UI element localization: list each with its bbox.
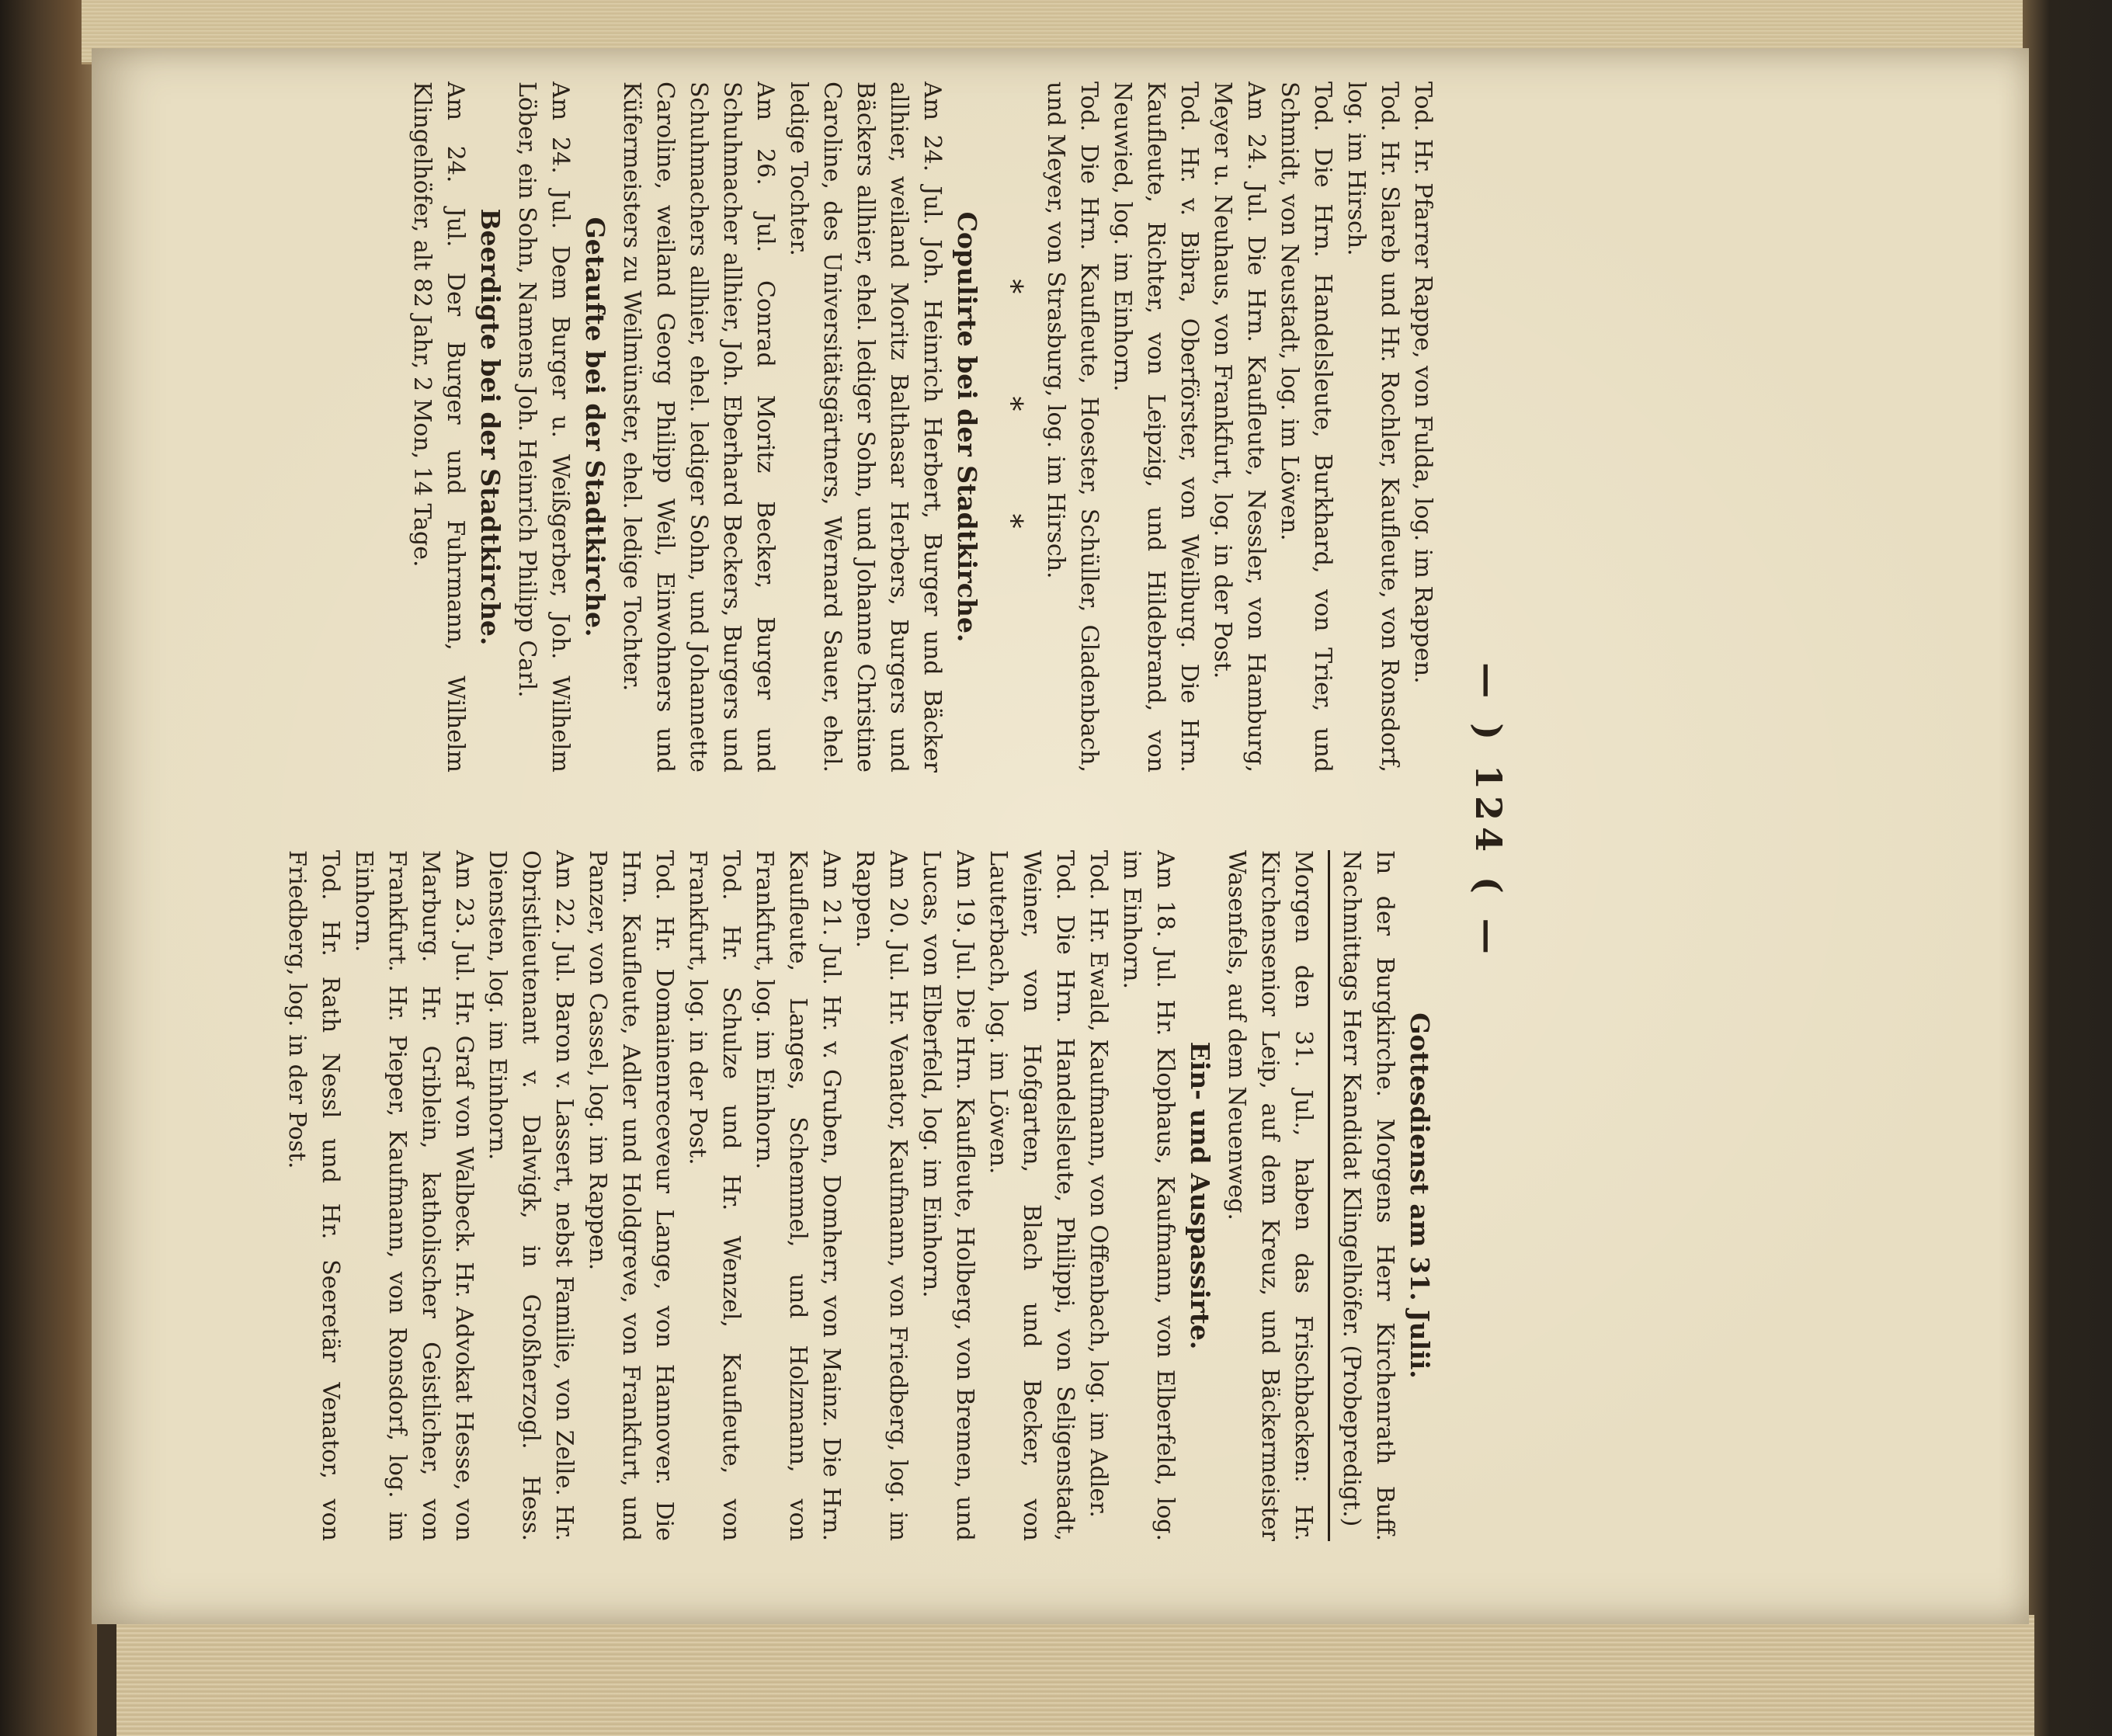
paragraph: Tod. Hr. v. Bibra, Oberförster, von Weilburg. Die Hrn. Kaufleute, Richter, von Leipzig, und Hildebrand, von Neuwied, log. im Einhorn. [1108, 82, 1203, 773]
paragraph: Am 19. Jul. Die Hrn. Kaufleute, Holberg, von Bremen, und Lucas, von Elberfeld, log. im Einhorn. [917, 850, 978, 1541]
paragraph: Tod. Hr. Rath Nessl und Hr. Seeretär Venator, von Friedberg, log. in der Post. [283, 850, 344, 1541]
paragraph: Am 18. Jul. Hr. Klophaus, Kaufmann, von Elberfeld, log. im Einhorn. [1117, 850, 1179, 1541]
paragraph: Tod. Die Hrn. Handelsleute, Burkhard, von Trier, und Schmidt, von Neustadt, log. im Löwen. [1275, 82, 1336, 773]
section-heading: Ein- und Auspassirte. [1184, 1041, 1215, 1350]
paragraph: Morgen den 31. Jul., haben das Frischbacken: Hr. Kirchensenior Leip, auf dem Kreuz, und Bäckermeister Wasenfels, auf dem Neuenweg. [1222, 850, 1317, 1541]
paragraph: Am 24. Jul. Dem Burger u. Weißgerber, Joh. Wilhelm Löber, ein Sohn, Namens Joh. Heinrich Philipp Carl. [512, 82, 574, 773]
book-cover-edge [2023, 0, 2112, 1736]
left-column [408, 82, 1440, 773]
section-heading: Copulirte bei der Stadtkirche. [951, 211, 982, 643]
paragraph: Tod. Hr. Ewald, Kaufmann, von Offenbach, log. im Adler. [1084, 850, 1112, 1518]
paragraph: Am 26. Jul. Conrad Moritz Becker, Burger und Schuhmacher allhier, Joh. Eberhard Beckers, Burgers und Schuhmachers allhier, ehel. lediger Sohn, und Johannette Caroline, weiland Georg Philipp Weil, Einwohners und Küfermeisters zu Weilmünster, ehel. ledige Tochter. [617, 82, 779, 773]
paragraph: Tod. Die Hrn. Handelsleute, Philippi, von Seligenstadt, Weiner, von Hofgarten, Blach und Becker, von Lauterbach, log. im Löwen. [984, 850, 1079, 1541]
paragraph: Tod. Hr. Slareb und Hr. Rochler, Kaufleute, von Ronsdorf, log. im Hirsch. [1342, 82, 1403, 773]
right-column [283, 850, 1440, 1541]
paragraph: Am 20. Jul. Hr. Venator, Kaufmann, von Friedberg, log. im Rappen. [850, 850, 912, 1541]
book-spine [0, 0, 97, 1736]
paragraph: Am 23. Jul. Hr. Graf von Walbeck. Hr. Advokat Hesse, von Marburg. Hr. Griblein, katholischer Geistlicher, von Frankfurt. Hr. Pieper, Kaufmann, von Ronsdorf, log. im Einhorn. [349, 850, 478, 1541]
section-heading: Beerdigte bei der Stadtkirche. [474, 208, 505, 646]
paragraph: In der Burgkirche. Morgens Herr Kirchenrath Buff. Nachmittags Herr Kandidat Klingelhöfer. (Probepredigt.) [1337, 850, 1398, 1541]
paragraph: Am 24. Jul. Der Burger und Fuhrmann, Wilhelm Klingelhöfer, alt 82 Jahr, 2 Mon, 14 Tage. [408, 82, 469, 773]
book-page [92, 48, 2029, 1624]
rotated-text-block [283, 82, 1509, 1541]
section-heading: Gottesdienst am 31. Julii. [1404, 1012, 1435, 1379]
paragraph: Tod. Hr. Pfarrer Rappe, von Fulda, log. im Rappen. [1409, 82, 1436, 684]
paragraph: Am 24. Jul. Die Hrn. Kaufleute, Nessler, von Hamburg, Meyer u. Neuhaus, von Frankfurt, log. in der Post. [1208, 82, 1270, 773]
paragraph: Tod. Die Hrn. Kaufleute, Hoester, Schüller, Gladenbach, und Meyer, von Strasburg, log. im Hirsch. [1041, 82, 1103, 773]
page-edges-bottom [116, 1615, 2034, 1736]
paragraph: Am 21. Jul. Hr. v. Gruben, Domherr, von Mainz. Die Hrn. Kaufleute, Langes, Schemmel, und Holzmann, von Frankfurt, log. im Einhorn. [750, 850, 845, 1541]
paragraph: Tod. Hr. Schulze und Hr. Wenzel, Kaufleute, von Frankfurt, log. in der Post. [683, 850, 745, 1541]
divider-rule [1328, 850, 1330, 1541]
ornament-stars: * * * [994, 279, 1029, 575]
paragraph: Am 22. Jul. Baron v. Lassert, nebst Familie, von Zelle. Hr. Obristlieutenant v. Dalwigk, in Großherzogl. Hess. Diensten, log. im Einhorn. [483, 850, 578, 1541]
section-heading: Getaufte bei der Stadtkirche. [579, 217, 610, 637]
paragraph: Am 24. Jul. Joh. Heinrich Herbert, Burger und Bäcker allhier, weiland Moritz Balthasar Herbers, Burgers und Bäckers allhier, ehel. lediger Sohn, und Johanne Christine Caroline, des Universitätsgärtners, Wernard Sauer, ehel. ledige Tochter. [784, 82, 946, 773]
paragraph: Tod. Hr. Domainenreceveur Lange, von Hannover. Die Hrn. Kaufleute, Adler und Holdgreve, von Frankfurt, und Panzer, von Cassel, log. im Rappen. [583, 850, 678, 1541]
page-header: — ) 124 ( — [1467, 662, 1509, 960]
